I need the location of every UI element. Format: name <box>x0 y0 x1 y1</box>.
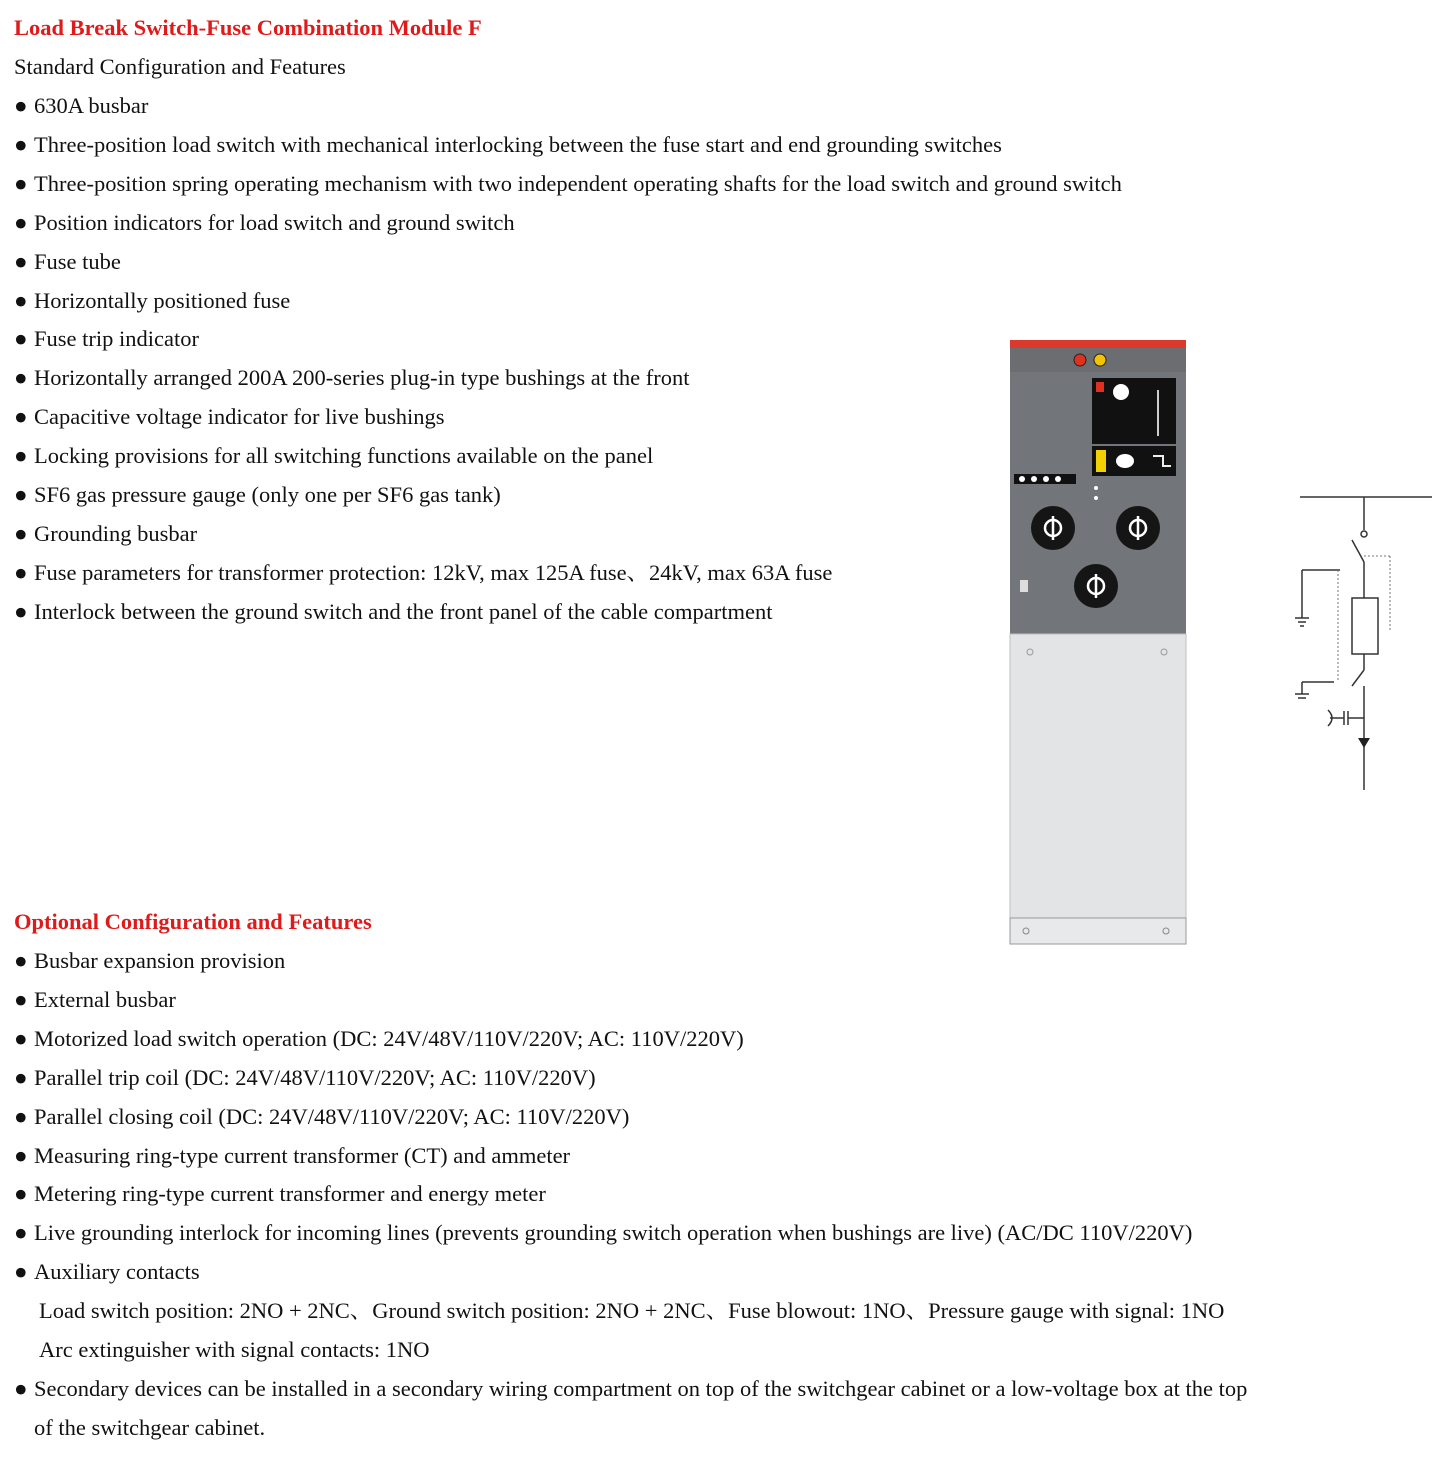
standard-heading: Standard Configuration and Features <box>14 54 346 79</box>
list-item-text: Live grounding interlock for incoming lines (prevents grounding switch operation when bushings are live) (AC/DC 110V/220V) <box>34 1220 1193 1246</box>
optional-heading: Optional Configuration and Features <box>14 909 372 934</box>
optional-feature-item <box>14 1063 596 1093</box>
cabinet-top-bar <box>1010 340 1186 348</box>
load-switch-blade-icon <box>1352 540 1364 562</box>
cable-compartment-door <box>1010 634 1186 918</box>
standard-feature-item <box>14 480 501 510</box>
optional-feature-item <box>14 946 285 976</box>
standard-feature-item <box>14 286 290 316</box>
list-item-text: Fuse tube <box>34 248 121 274</box>
bullet-icon: ● <box>14 93 28 118</box>
bullet-icon: ● <box>14 1220 28 1246</box>
list-item-text: Metering ring-type current transformer and energy meter <box>34 1181 546 1207</box>
aux-contacts-detail-1: Load switch position: 2NO + 2NC、Ground switch position: 2NO + 2NC、Fuse blowout: 1NO、Pressure gauge with signal: 1NO <box>39 1298 1225 1323</box>
bullet-icon: ● <box>14 443 28 469</box>
list-item-text: Horizontally positioned fuse <box>34 287 291 313</box>
bullet-icon: ● <box>14 209 28 235</box>
list-item-text: External busbar <box>34 986 176 1012</box>
bullet-icon: ● <box>14 326 28 352</box>
bullet-icon: ● <box>14 1025 28 1051</box>
bullet-icon: ● <box>14 1181 28 1207</box>
list-item-text: Three-position spring operating mechanism with two independent operating shafts for the load switch and ground switch <box>34 170 1122 196</box>
bullet-icon: ● <box>14 287 28 313</box>
bullet-icon: ● <box>14 986 28 1012</box>
ground-switch-blade-icon <box>1352 670 1364 686</box>
optional-feature-item <box>14 985 176 1015</box>
standard-feature-item <box>14 363 689 393</box>
list-item-text: Auxiliary contacts <box>34 1259 200 1285</box>
bullet-icon: ● <box>14 559 28 585</box>
bullet-icon: ● <box>14 948 28 973</box>
position-indicator-display <box>1092 378 1176 444</box>
bullet-icon: ● <box>14 170 28 196</box>
standard-feature-item <box>14 597 772 627</box>
bullet-icon: ● <box>14 248 28 274</box>
bullet-icon: ● <box>14 365 28 391</box>
standard-feature-item <box>14 247 121 277</box>
list-item-text: Measuring ring-type current transformer (CT) and ammeter <box>34 1142 571 1168</box>
list-item-text: Capacitive voltage indicator for live bushings <box>34 404 445 430</box>
list-item-text: Position indicators for load switch and ground switch <box>34 209 515 235</box>
lock-icon <box>1020 580 1028 592</box>
optional-feature-item <box>14 1218 1192 1248</box>
red-indicator-icon <box>1074 354 1086 366</box>
list-item-text: Interlock between the ground switch and the front panel of the cable compartment <box>34 598 773 624</box>
single-line-diagram <box>1290 490 1436 790</box>
standard-feature-item <box>14 91 148 121</box>
standard-feature-item <box>14 169 1122 199</box>
bullet-icon: ● <box>14 482 28 507</box>
list-item-text: Parallel trip coil (DC: 24V/48V/110V/220V; AC: 110V/220V) <box>34 1064 596 1090</box>
standard-feature-item <box>14 519 197 549</box>
list-item-text: Motorized load switch operation (DC: 24V/48V/110V/220V; AC: 110V/220V) <box>34 1025 744 1051</box>
list-item-text: Busbar expansion provision <box>34 948 286 973</box>
list-item-text: Parallel closing coil (DC: 24V/48V/110V/220V; AC: 110V/220V) <box>34 1103 630 1129</box>
bullet-icon: ● <box>14 520 28 546</box>
optional-feature-item <box>14 1024 744 1054</box>
list-item-text: Secondary devices can be installed in a secondary wiring compartment on top of the switchgear cabinet or a low-voltage box at the top <box>34 1376 1248 1401</box>
bullet-icon: ● <box>14 131 28 157</box>
list-item-text: Locking provisions for all switching functions available on the panel <box>34 443 654 469</box>
page-title: Load Break Switch-Fuse Combination Module F <box>14 15 482 40</box>
standard-feature-item <box>14 324 199 354</box>
bullet-icon: ● <box>14 1103 28 1129</box>
list-item-text: Fuse trip indicator <box>34 326 199 352</box>
switchgear-cabinet-illustration <box>1008 340 1188 946</box>
load-switch-contact-icon <box>1361 531 1367 537</box>
secondary-devices-item-cont: of the switchgear cabinet. <box>34 1415 266 1440</box>
standard-feature-item <box>14 558 832 588</box>
cable-terminal-arrow-icon <box>1358 738 1370 748</box>
cabinet-base <box>1010 918 1186 944</box>
list-item-text: Horizontally arranged 200A 200-series plug-in type bushings at the front <box>34 365 690 391</box>
load-switch-indicator-icon <box>1113 384 1129 400</box>
standard-feature-item <box>14 402 445 432</box>
list-item-text: SF6 gas pressure gauge (only one per SF6 gas tank) <box>34 482 501 507</box>
standard-feature-item <box>14 441 653 471</box>
list-item-text: Fuse parameters for transformer protection: 12kV, max 125A fuse、24kV, max 63A fuse <box>34 559 833 585</box>
optional-feature-item <box>14 1257 200 1287</box>
bullet-icon: ● <box>14 598 28 624</box>
optional-feature-item <box>14 1141 570 1171</box>
list-item-text: 630A busbar <box>34 93 149 118</box>
standard-feature-item <box>14 130 1002 160</box>
bullet-icon: ● <box>14 1259 28 1285</box>
list-item-text: Grounding busbar <box>34 520 198 546</box>
optional-feature-item <box>14 1179 546 1209</box>
secondary-devices-item <box>14 1374 1247 1404</box>
bullet-icon: ● <box>14 1142 28 1168</box>
bullet-icon: ● <box>14 404 28 430</box>
yellow-indicator-icon <box>1094 354 1106 366</box>
fuse-icon <box>1352 598 1378 654</box>
list-item-text: Three-position load switch with mechanical interlocking between the fuse start and end grounding switches <box>34 131 1002 157</box>
standard-feature-item <box>14 208 515 238</box>
optional-feature-item <box>14 1102 629 1132</box>
bullet-icon: ● <box>14 1376 28 1401</box>
bullet-icon: ● <box>14 1064 28 1090</box>
aux-contacts-detail-2: Arc extinguisher with signal contacts: 1NO <box>39 1337 430 1362</box>
